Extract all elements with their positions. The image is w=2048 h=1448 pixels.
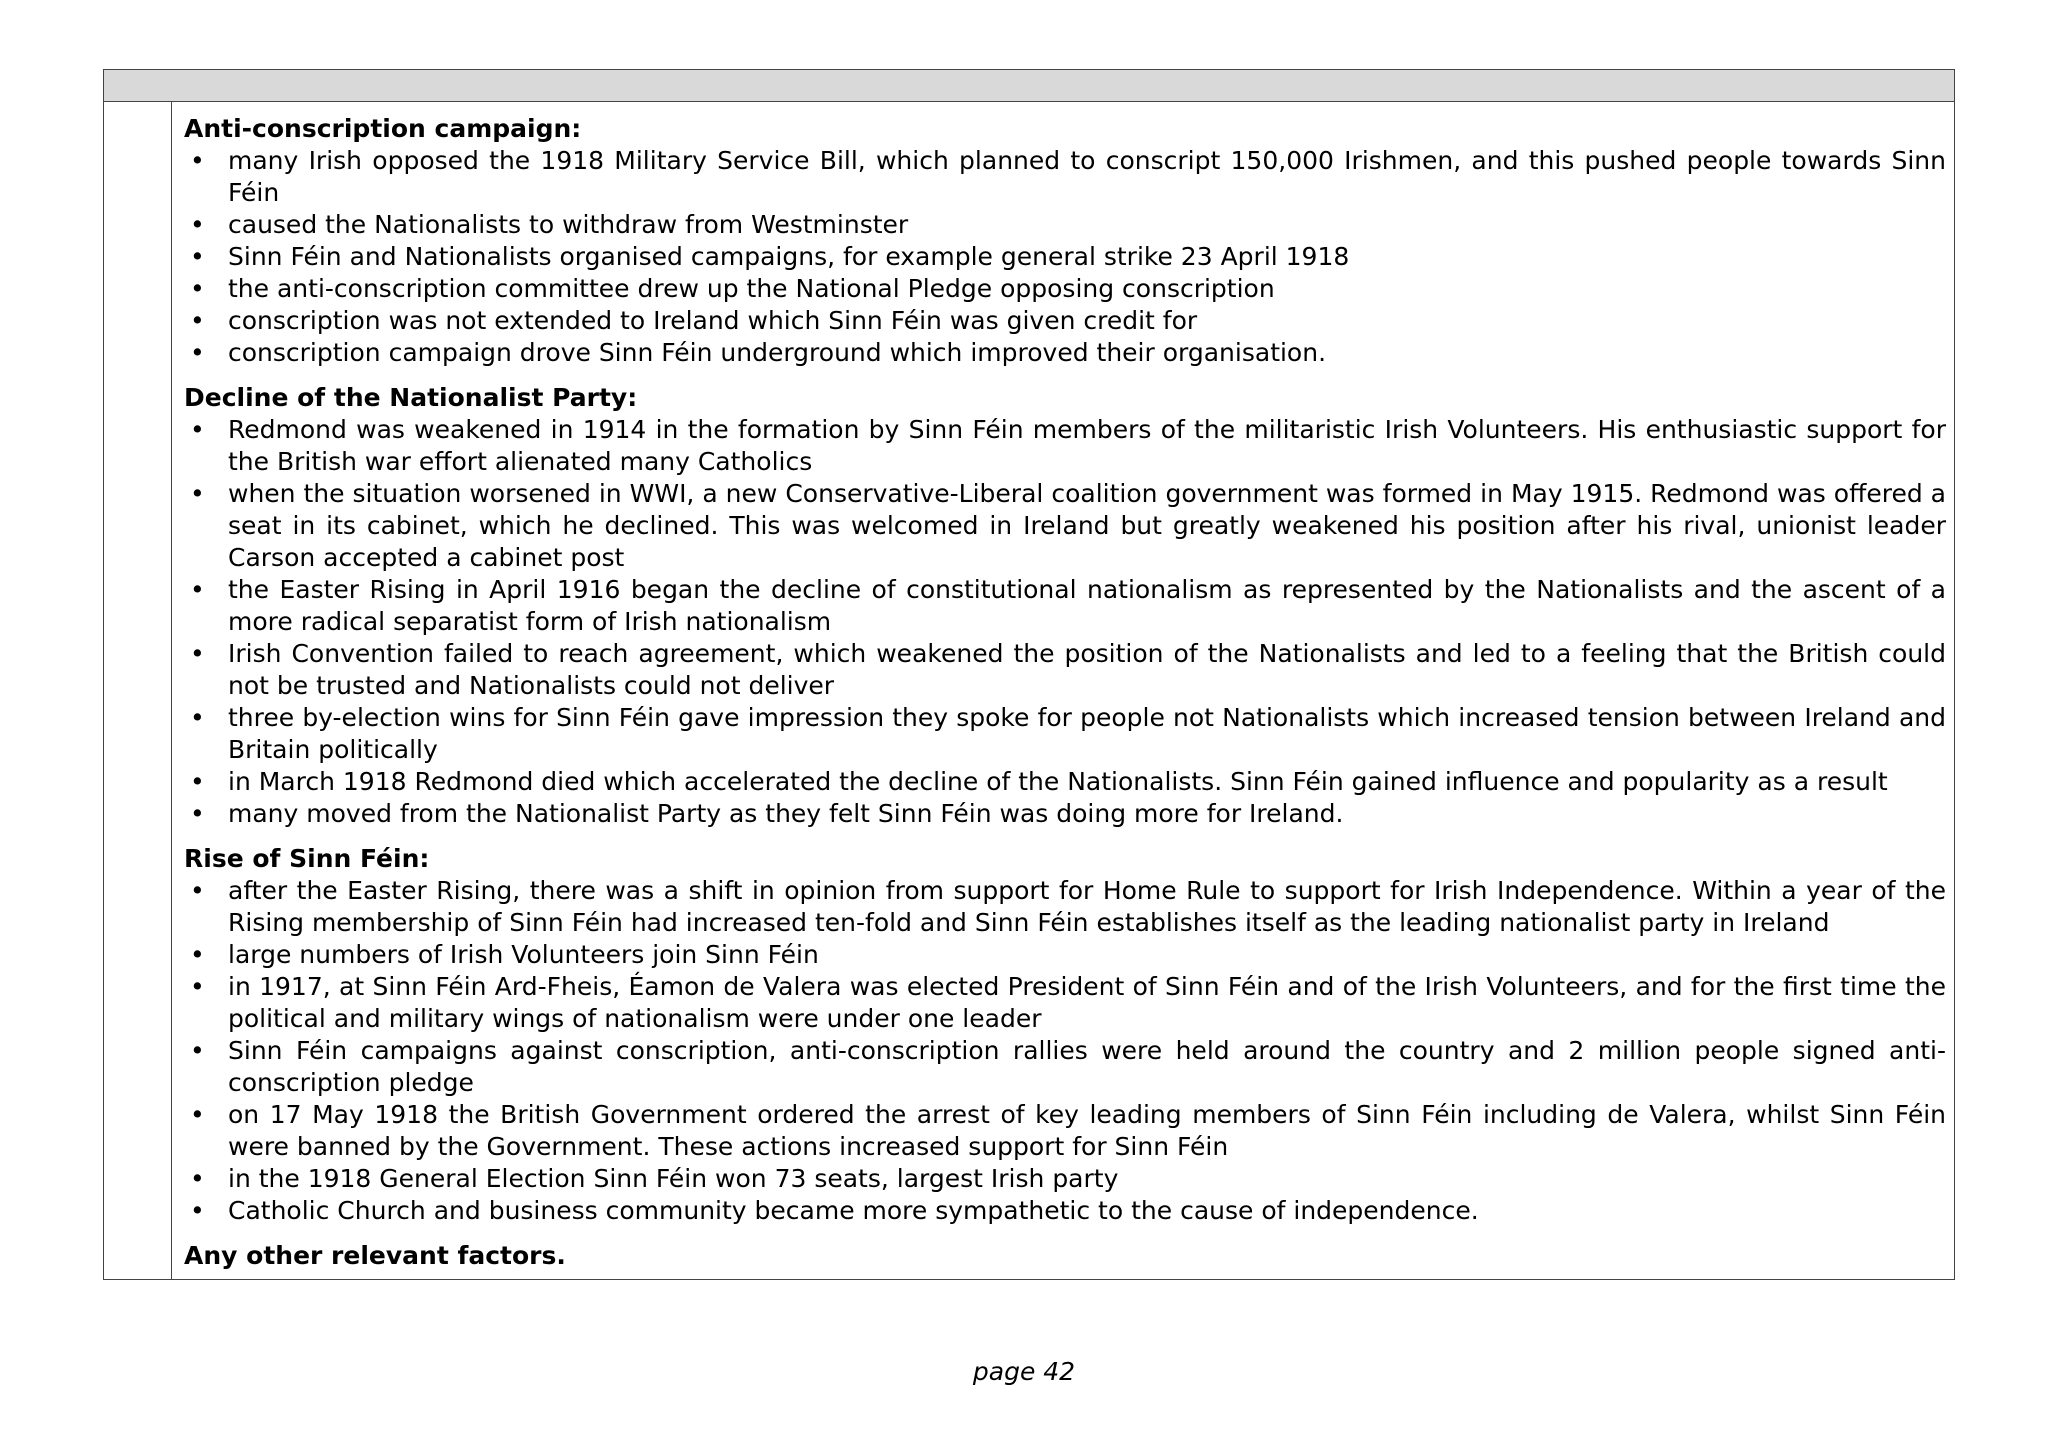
section-heading: Rise of Sinn Féin: — [184, 844, 430, 873]
list-item: • Sinn Féin campaigns against conscription, anti-conscription rallies were held around the country and 2 million people signed anti-conscription pledge — [184, 1035, 1946, 1099]
bullet-list — [184, 145, 1946, 369]
table-content-cell — [184, 113, 1946, 1272]
section-rise-of-sinn-fein — [184, 843, 1946, 1227]
list-item: • Redmond was weakened in 1914 in the formation by Sinn Féin members of the militaristic Irish Volunteers. His enthusiastic support for the British war effort alienated many Catholics — [184, 414, 1946, 478]
page-number: page 42 — [972, 1357, 1076, 1386]
list-item: • when the situation worsened in WWI, a new Conservative-Liberal coalition government was formed in May 1915. Redmond was offered a seat in its cabinet, which he declined. This was welcomed in Ireland but greatly weakened his position after his rival, unionist leader Carson accepted a cabinet post — [184, 478, 1946, 574]
closing-heading: Any other relevant factors. — [184, 1241, 566, 1270]
list-item: • Irish Convention failed to reach agreement, which weakened the position of the Nationalists and led to a feeling that the British could not be trusted and Nationalists could not deliver — [184, 638, 1946, 702]
list-item: • many Irish opposed the 1918 Military Service Bill, which planned to conscript 150,000 Irishmen, and this pushed people towards Sinn Féin — [184, 145, 1946, 209]
list-item: • conscription was not extended to Ireland which Sinn Féin was given credit for — [184, 305, 1946, 337]
list-item: • many moved from the Nationalist Party as they felt Sinn Féin was doing more for Ireland. — [184, 798, 1946, 830]
section-anti-conscription — [184, 113, 1946, 369]
bullet-list — [184, 875, 1946, 1227]
list-item: • in March 1918 Redmond died which accelerated the decline of the Nationalists. Sinn Féin gained influence and popularity as a result — [184, 766, 1946, 798]
list-item: • on 17 May 1918 the British Government ordered the arrest of key leading members of Sinn Féin including de Valera, whilst Sinn Féin were banned by the Government. These actions increased support for Sinn Féin — [184, 1099, 1946, 1163]
section-nationalist-decline — [184, 382, 1946, 830]
list-item: • large numbers of Irish Volunteers join Sinn Féin — [184, 939, 1946, 971]
list-item: • the Easter Rising in April 1916 began the decline of constitutional nationalism as represented by the Nationalists and the ascent of a more radical separatist form of Irish nationalism — [184, 574, 1946, 638]
list-item: • Sinn Féin and Nationalists organised campaigns, for example general strike 23 April 1918 — [184, 241, 1946, 273]
section-heading: Anti-conscription campaign: — [184, 114, 582, 143]
marking-table — [103, 69, 1955, 1280]
table-header-row — [104, 70, 1954, 102]
list-item: • in the 1918 General Election Sinn Féin won 73 seats, largest Irish party — [184, 1163, 1946, 1195]
bullet-list — [184, 414, 1946, 830]
list-item: • the anti-conscription committee drew up the National Pledge opposing conscription — [184, 273, 1946, 305]
section-heading: Decline of the Nationalist Party: — [184, 383, 638, 412]
list-item: • after the Easter Rising, there was a shift in opinion from support for Home Rule to support for Irish Independence. Within a year of the Rising membership of Sinn Féin had increased ten-fold and Sinn Féin establishes itself as the leading nationalist party in Ireland — [184, 875, 1946, 939]
table-left-column — [104, 101, 172, 1279]
list-item: • caused the Nationalists to withdraw from Westminster — [184, 209, 1946, 241]
list-item: • in 1917, at Sinn Féin Ard-Fheis, Éamon de Valera was elected President of Sinn Féin and of the Irish Volunteers, and for the first time the political and military wings of nationalism were under one leader — [184, 971, 1946, 1035]
list-item: • three by-election wins for Sinn Féin gave impression they spoke for people not Nationalists which increased tension between Ireland and Britain politically — [184, 702, 1946, 766]
list-item: • conscription campaign drove Sinn Féin underground which improved their organisation. — [184, 337, 1946, 369]
list-item: • Catholic Church and business community became more sympathetic to the cause of independence. — [184, 1195, 1946, 1227]
